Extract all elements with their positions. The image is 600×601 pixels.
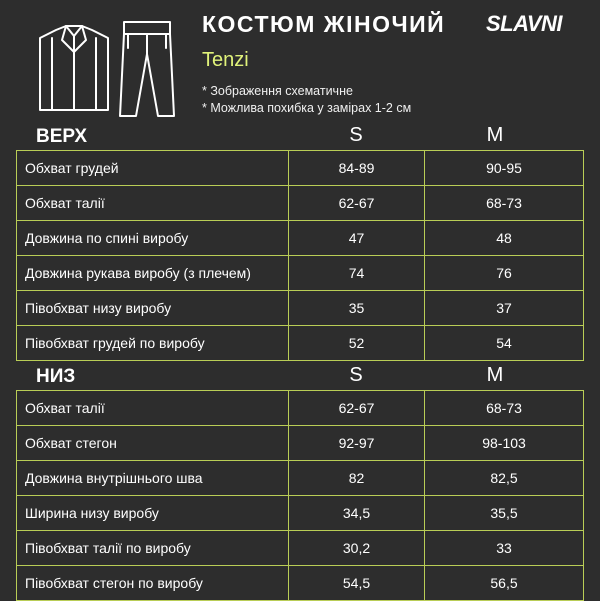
brand-logo: SLAVNI <box>486 11 563 36</box>
size-header-m: M <box>486 364 504 386</box>
measure-label: Півобхват стегон по виробу <box>17 566 289 601</box>
value-s: 47 <box>289 221 425 256</box>
value-m: 82,5 <box>425 461 584 496</box>
value-m: 90-95 <box>425 151 584 186</box>
value-m: 33 <box>425 531 584 566</box>
value-m: 68-73 <box>425 391 584 426</box>
value-s: 34,5 <box>289 496 425 531</box>
table-row <box>17 151 584 186</box>
garment-icons <box>36 18 186 122</box>
table-row <box>17 566 584 601</box>
table-row <box>17 326 584 361</box>
value-s: 84-89 <box>289 151 425 186</box>
value-s: 62-67 <box>289 391 425 426</box>
notes <box>202 83 411 117</box>
measure-label: Довжина внутрішнього шва <box>17 461 289 496</box>
table-row <box>17 461 584 496</box>
top-size-table <box>16 150 584 361</box>
value-s: 82 <box>289 461 425 496</box>
section-heading-bottom: НИЗ <box>36 366 76 387</box>
product-name: Tenzi <box>202 49 249 71</box>
shirt-icon <box>40 26 108 110</box>
value-m: 68-73 <box>425 186 584 221</box>
table-row <box>17 186 584 221</box>
value-m: 76 <box>425 256 584 291</box>
table-row <box>17 221 584 256</box>
table-row <box>17 256 584 291</box>
size-header-s: S <box>349 364 363 386</box>
size-header-s: S <box>349 124 363 146</box>
value-s: 54,5 <box>289 566 425 601</box>
measure-label: Довжина рукава виробу (з плечем) <box>17 256 289 291</box>
pants-icon <box>120 22 174 116</box>
note-tolerance: * Можлива похибка у замірах 1-2 см <box>202 101 412 115</box>
value-m: 54 <box>425 326 584 361</box>
value-s: 74 <box>289 256 425 291</box>
measure-label: Довжина по спині виробу <box>17 221 289 256</box>
note-schematic: * Зображення схематичне <box>202 84 353 98</box>
table-row <box>17 391 584 426</box>
table-row <box>17 531 584 566</box>
value-s: 35 <box>289 291 425 326</box>
value-m: 37 <box>425 291 584 326</box>
value-s: 62-67 <box>289 186 425 221</box>
value-s: 52 <box>289 326 425 361</box>
value-s: 30,2 <box>289 531 425 566</box>
measure-label: Обхват грудей <box>17 151 289 186</box>
measure-label: Обхват талії <box>17 391 289 426</box>
page-title: КОСТЮМ ЖІНОЧИЙ <box>202 11 446 37</box>
section-heading-top: ВЕРХ <box>36 126 88 147</box>
measure-label: Півобхват талії по виробу <box>17 531 289 566</box>
size-header-m: M <box>486 124 504 146</box>
table-row <box>17 496 584 531</box>
table-row <box>17 291 584 326</box>
value-m: 48 <box>425 221 584 256</box>
value-m: 35,5 <box>425 496 584 531</box>
measure-label: Обхват стегон <box>17 426 289 461</box>
measure-label: Ширина низу виробу <box>17 496 289 531</box>
value-m: 56,5 <box>425 566 584 601</box>
value-s: 92-97 <box>289 426 425 461</box>
measure-label: Півобхват грудей по виробу <box>17 326 289 361</box>
measure-label: Обхват талії <box>17 186 289 221</box>
value-m: 98-103 <box>425 426 584 461</box>
table-row <box>17 426 584 461</box>
measure-label: Півобхват низу виробу <box>17 291 289 326</box>
bottom-size-table <box>16 390 584 601</box>
